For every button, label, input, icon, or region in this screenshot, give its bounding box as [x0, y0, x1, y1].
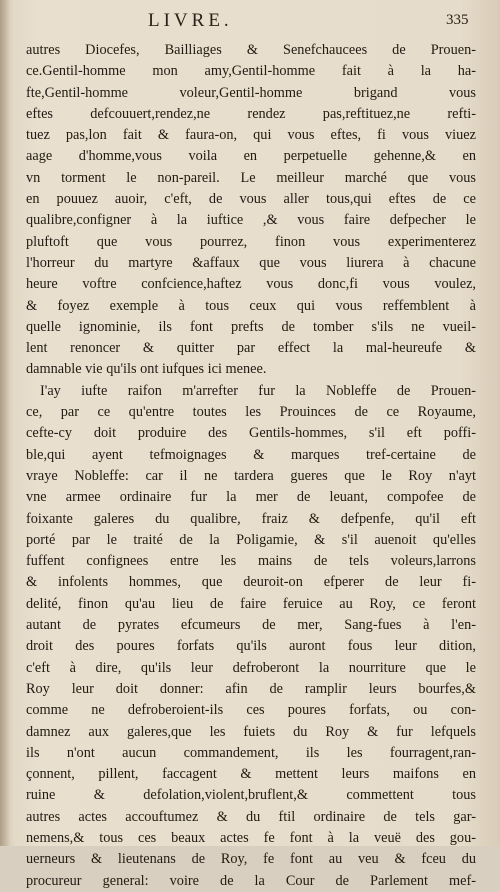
text-line: fte,Gentil-homme voleur,Gentil-homme brigand vous	[26, 84, 476, 101]
body-text	[26, 40, 476, 892]
text-line: l'horreur du martyre &affaux que vous liurera à chacune	[26, 254, 476, 271]
page-gutter-shadow	[0, 0, 10, 846]
text-line: fuffent confignees entre les mains de tels voleurs,larrons	[26, 553, 476, 570]
text-line: foixante galeres du qualibre, fraiz & defpenfe, qu'il eft	[26, 510, 476, 527]
text-line: comme ne defroberoient-ils ces poures forfats, ou con-	[26, 702, 476, 719]
text-line: droit des poures forfats qu'ils auront fous leur dition,	[26, 638, 476, 655]
text-line: en pouuez auoir, c'eft, de vous aller tous,qui eftes de ce	[26, 191, 476, 208]
text-line: vne armee ordinaire fur la mer de leuant, compofee de	[26, 489, 476, 506]
text-line: tuez pas,lon fait & faura-on, qui vous eftes, fi vous viuez	[26, 127, 476, 144]
text-line: damnable vie qu'ils ont iufques ici menee.	[26, 361, 267, 378]
page-number: 335	[446, 12, 469, 28]
text-line: quelle ignominie, ils font prefts de tomber s'ils ne vueil-	[26, 318, 476, 335]
text-line: autant de pyrates efcumeurs de mer, Sang-fues à l'en-	[26, 617, 476, 634]
text-line: nemens,& tous ces beaux actes fe font à la veuë des gou-	[26, 829, 476, 846]
text-line: aage d'homme,vous voila en perpetuelle gehenne,& en	[26, 148, 476, 165]
text-line: I'ay iufte raifon m'arrefter fur la Nobleffe de Prouen-	[40, 382, 476, 399]
text-line: qualibre,configner à la iuftice ,& vous faire defpecher le	[26, 212, 476, 229]
text-line: pluftoft que vous pourrez, finon vous experimenterez	[26, 233, 476, 250]
text-line: autres Diocefes, Bailliages & Senefchaucees de Prouen-	[26, 42, 476, 58]
text-line: ce.Gentil-homme mon amy,Gentil-homme fait à la ha-	[26, 63, 476, 80]
text-line: porté par le traité de la Poligamie, & s'il auenoit qu'elles	[26, 531, 476, 548]
text-line: delité, finon qu'au lieu de faire feruice au Roy, ce feront	[26, 595, 476, 612]
text-line: heure voftre confcience,haftez vous donc,fi vous voulez,	[26, 276, 476, 293]
text-line: procureur general: voire de la Cour de Parlement mef-	[26, 872, 476, 889]
text-line: damnez aux galeres,que les fuiets du Roy & fur lefquels	[26, 723, 476, 740]
text-line: autres actes accouftumez & du ftil ordinaire de tels gar-	[26, 808, 476, 825]
text-line: Roy leur doit donner: afin de ramplir leurs bourfes,&	[26, 680, 476, 697]
text-line: ble,qui ayent tefmoignages & marques tref-certaine de	[26, 446, 476, 463]
text-line: eftes defcouuert,rendez,ne rendez pas,reftituez,ne refti-	[26, 105, 476, 122]
text-line: ruine & defolation,violent,bruflent,& commettent tous	[26, 787, 476, 804]
text-line: & foyez exemple à tous ceux qui vous reffemblent à	[26, 297, 476, 314]
text-line: ils n'ont aucun commandement, ils les fourragent,ran-	[26, 744, 476, 761]
text-line: vn torment le non-pareil. Le meilleur marché que vous	[26, 169, 476, 186]
text-line: vraye Nobleffe: car il ne tardera gueres que le Roy n'ayt	[26, 467, 476, 484]
page-header	[0, 10, 500, 36]
text-line: & infolents hommes, que deuroit-on efperer de leur fi-	[26, 574, 476, 591]
text-line: ce, par ce qu'entre toutes les Prouinces de ce Royaume,	[26, 404, 476, 421]
text-line: c'eft à dire, qu'ils leur defroberont la nourriture que le	[26, 659, 476, 676]
text-line: uerneurs & lieutenans de Roy, fe font au veu & fceu du	[26, 851, 476, 868]
running-head: LIVRE.	[148, 10, 233, 31]
text-line: çonnent, pillent, faccagent & mettent leurs maifons en	[26, 766, 476, 783]
text-line: cefte-cy doit produire des Gentils-hommes, s'il eft poffi-	[26, 425, 476, 442]
text-line: lent renoncer & quitter par effect la mal-heureufe &	[26, 340, 476, 357]
